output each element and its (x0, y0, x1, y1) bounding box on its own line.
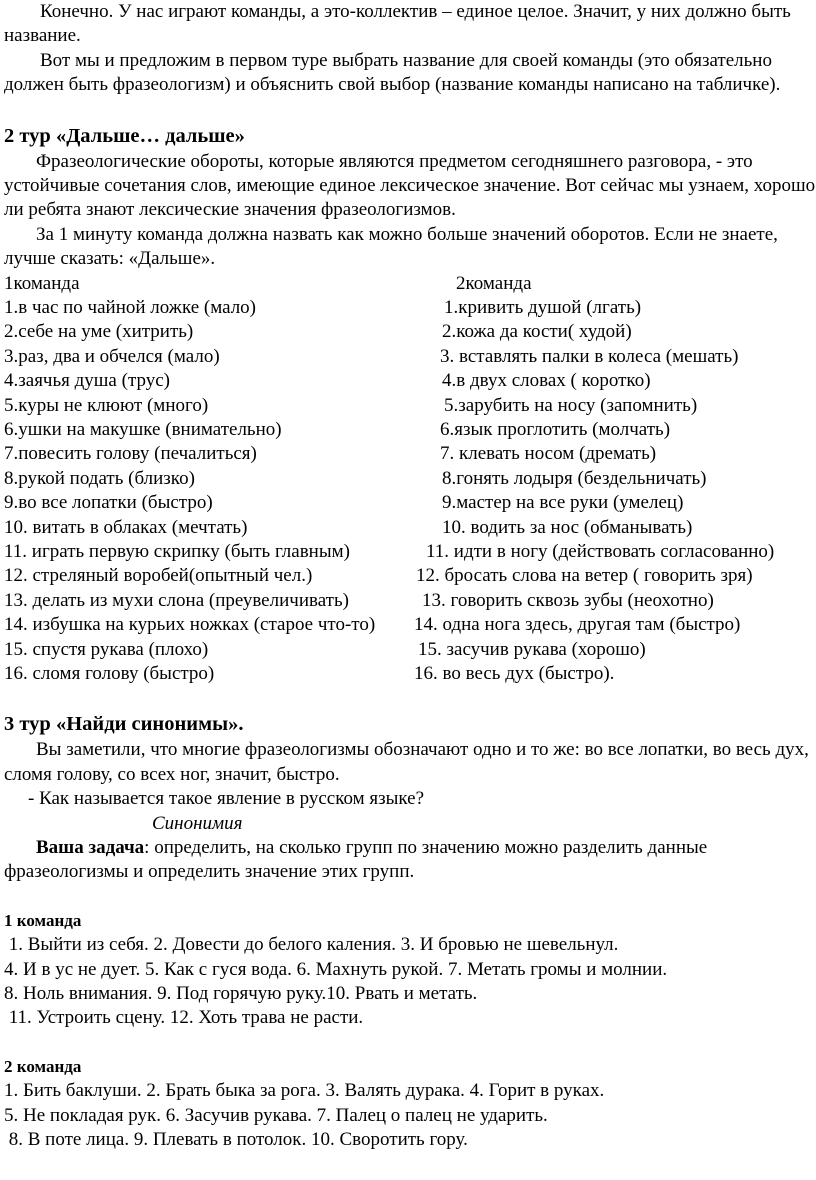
phrase-row (4, 320, 816, 344)
spacer (4, 98, 816, 122)
phrase-row (4, 540, 816, 564)
team1-phrase: 14. избушка на курьих ножках (старое что-то) (4, 614, 376, 636)
team-headers-row (4, 272, 816, 296)
team1-phrase: 12. стреляный воробей(опытный чел.) (4, 565, 313, 587)
team2-phrase: 7. клевать носом (дремать) (440, 443, 657, 465)
phraseology-line: 11. Устроить сцену. 12. Хоть трава не расти. (4, 1007, 364, 1029)
team1-title: 1 команда (4, 910, 82, 930)
phrase-table (4, 272, 816, 687)
tour3-question: - Как называется такое явление в русском языке? (28, 788, 425, 810)
task-label: Ваша задача (36, 836, 145, 858)
phrase-row (4, 516, 816, 540)
tour3-answer: Синонимия (152, 812, 243, 834)
team2-phrase: 5.зарубить на носу (запомнить) (444, 394, 698, 416)
tour3-paragraph-1: Вы заметили, что многие фразеологизмы обозначают одно и то же: во все лопатки, во весь дух, сломя голову, со всех ног, значит, быстро. (4, 739, 809, 785)
phraseology-line: 1. Выйти из себя. 2. Довести до белого каления. 3. И бровью не шевельнул. (4, 934, 619, 956)
team2-phrase: 16. во весь дух (быстро). (414, 662, 615, 684)
team2-phrase: 1.кривить душой (лгать) (444, 297, 642, 319)
phrase-row (4, 662, 816, 686)
team1-phrase: 9.во все лопатки (быстро) (4, 492, 213, 514)
tour2-heading: 2 тур «Дальше… дальше» (4, 124, 245, 147)
team2-phrase: 13. говорить сквозь зубы (неохотно) (422, 589, 714, 611)
phrase-row (4, 418, 816, 442)
spacer (4, 885, 816, 909)
team1-phrase: 11. играть первую скрипку (быть главным) (4, 540, 350, 562)
team1-phrase: 10. витать в облаках (мечтать) (4, 516, 248, 538)
tour2-paragraph-1: Фразеологические обороты, которые являются предметом сегодняшнего разговора, - это устойчивые сочетания слов, имеющие единое лексическое значение. Вот сейчас мы узнаем, хорошо ли ребята знают лексические значения фразеологизмов. (4, 150, 816, 221)
tour2-paragraph-2: За 1 минуту команда должна назвать как можно больше значений оборотов. Если не знаете, лучше сказать: «Дальше». (4, 223, 778, 270)
phraseology-line: 8. В поте лица. 9. Плевать в потолок. 10. Своротить гору. (4, 1128, 468, 1150)
phrase-row (4, 345, 816, 369)
team1-phrase: 7.повесить голову (печалиться) (4, 443, 257, 465)
team2-phrase: 4.в двух словах ( коротко) (442, 370, 651, 392)
phraseology-line: 4. И в ус не дует. 5. Как с гуся вода. 6. Махнуть рукой. 7. Метать громы и молнии. (4, 958, 668, 980)
team2-phrase: 11. идти в ногу (действовать согласованно) (426, 540, 775, 562)
phrase-row (4, 564, 816, 588)
tour3-heading: 3 тур «Найди синонимы». (4, 713, 244, 736)
team1-phrase: 13. делать из мухи слона (преувеличивать) (4, 589, 349, 611)
team2-phrase: 10. водить за нос (обманывать) (442, 516, 693, 538)
task-text: : определить, на сколько групп по значению можно разделить данные фразеологизмы и определить значение этих групп. (4, 836, 708, 883)
team1-phrase: 4.заячья душа (трус) (4, 370, 170, 392)
spacer (4, 686, 816, 710)
intro-paragraph-2: Вот мы и предложим в первом туре выбрать название для своей команды (это обязательно должен быть фразеологизм) и объяснить свой выбор (название команды написано на табличке). (4, 49, 781, 96)
team2-phrase: 8.гонять лодыря (бездельничать) (442, 467, 707, 489)
spacer (4, 1031, 816, 1055)
team2-phrase: 12. бросать слова на ветер ( говорить зря) (416, 565, 753, 587)
team1-phrase: 1.в час по чайной ложке (мало) (4, 297, 257, 319)
team1-phrase: 5.куры не клюют (много) (4, 394, 209, 416)
team2-list (4, 1079, 816, 1152)
phraseology-line: 1. Бить баклуши. 2. Брать быка за рога. 3. Валять дурака. 4. Горит в руках. (4, 1080, 605, 1102)
team1-phrase: 15. спустя рукава (плохо) (4, 638, 209, 660)
phrase-row (4, 638, 816, 662)
team1-phrase: 3.раз, два и обчелся (мало) (4, 345, 220, 367)
phrase-row (4, 589, 816, 613)
team2-column-header: 2команда (456, 272, 532, 294)
team2-phrase: 6.язык проглотить (молчать) (440, 419, 671, 440)
phraseology-line: 5. Не покладая рук. 6. Засучив рукава. 7. Палец о палец не ударить. (4, 1104, 548, 1126)
team2-phrase: 14. одна нога здесь, другая там (быстро) (414, 614, 741, 636)
team1-phrase: 2.себе на уме (хитрить) (4, 321, 194, 343)
team1-phrase: 8.рукой подать (близко) (4, 467, 195, 489)
team1-column-header: 1команда (4, 272, 80, 294)
phraseology-line: 8. Ноль внимания. 9. Под горячую руку.10. Рвать и метать. (4, 982, 478, 1004)
phrase-row (4, 491, 816, 515)
team1-list (4, 933, 816, 1031)
team2-phrase: 15. засучив рукава (хорошо) (418, 638, 646, 660)
team1-phrase: 16. сломя голову (быстро) (4, 662, 215, 684)
phrase-row (4, 296, 816, 320)
team2-title: 2 команда (4, 1056, 82, 1076)
phrase-row (4, 442, 816, 466)
team2-phrase: 2.кожа да кости( худой) (442, 321, 632, 343)
phrase-row (4, 613, 816, 637)
team2-phrase: 3. вставлять палки в колеса (мешать) (440, 345, 739, 367)
team2-phrase: 9.мастер на все руки (умелец) (442, 492, 684, 514)
phrase-row (4, 369, 816, 393)
phrase-row (4, 467, 816, 491)
tour3-task (4, 836, 816, 885)
phrase-row (4, 394, 816, 418)
intro-paragraph-1: Конечно. У нас играют команды, а это-коллектив – единое целое. Значит, у них должно быть название. (4, 1, 791, 47)
team1-phrase: 6.ушки на макушке (внимательно) (4, 419, 282, 440)
